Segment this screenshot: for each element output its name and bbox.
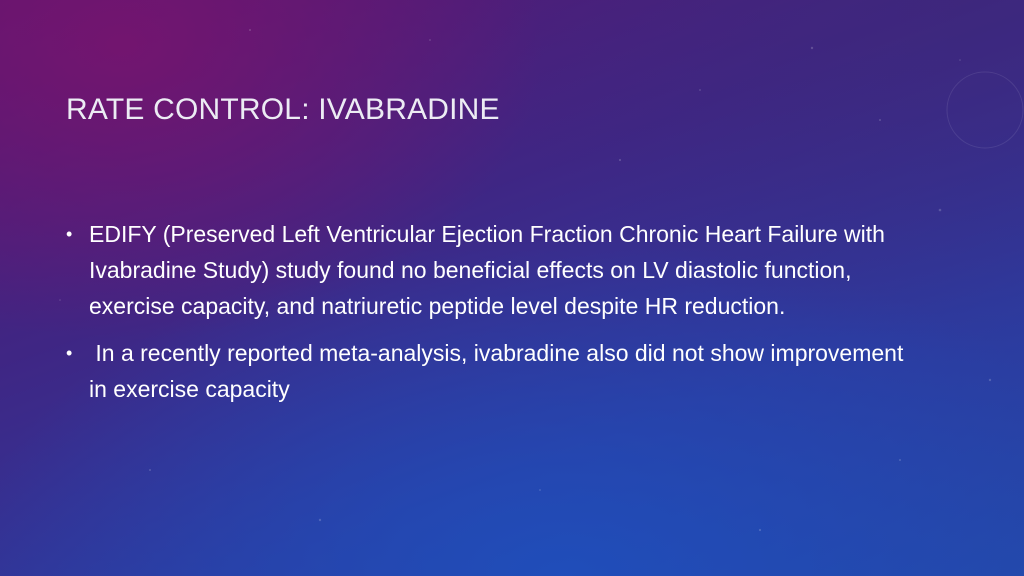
bullet-text: EDIFY (Preserved Left Ventricular Ejection Fraction Chronic Heart Failure with Ivabradine Study) study found no beneficial effects on LV diastolic function, exercise capacity, and natriuretic peptide level despite HR reduction.: [89, 221, 885, 319]
bullet-list: [66, 216, 916, 418]
bullet-text: In a recently reported meta-analysis, ivabradine also did not show improvement in exercise capacity: [89, 340, 910, 402]
bullet-dot-icon: •: [66, 343, 73, 363]
slide-title: RATE CONTROL: IVABRADINE: [66, 93, 500, 126]
bullet-item: [66, 335, 916, 407]
bullet-dot-icon: •: [66, 224, 73, 244]
bullet-item: [66, 216, 916, 324]
